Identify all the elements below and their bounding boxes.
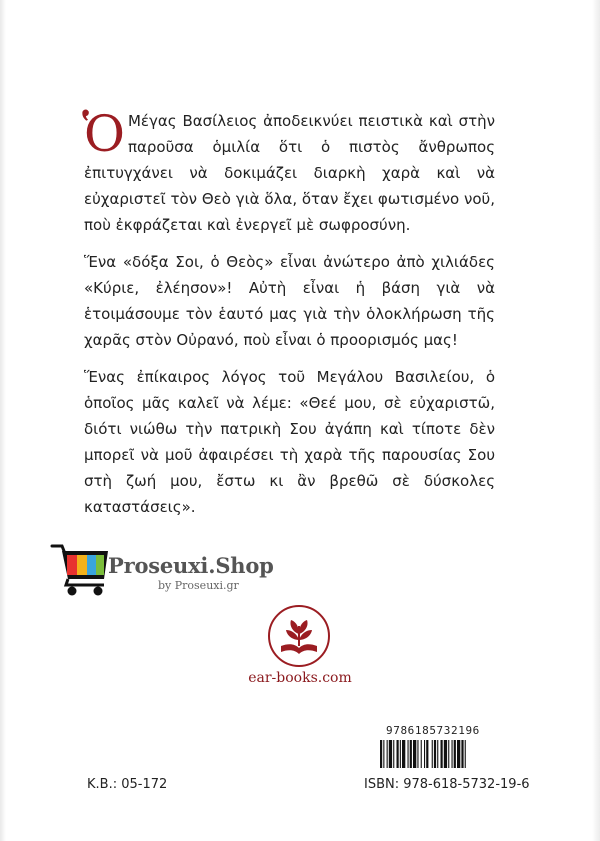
publisher-url: ear-books.com xyxy=(248,670,352,686)
barcode-number: 9786185732196 xyxy=(386,724,480,737)
barcode xyxy=(380,740,490,768)
page-edge-left xyxy=(0,0,6,841)
shopping-cart-icon xyxy=(50,541,112,599)
kb-code: Κ.Β.: 05-172 xyxy=(87,777,168,792)
paragraph-3: Ἕνας ἐπίκαιρος λόγος τοῦ Μεγάλου Βασιλείου, ὁ ὁποῖος μᾶς καλεῖ νὰ λέμε: «Θεέ μου, σὲ εὐχαριστῶ, διότι νιώθω τὴν πατρικὴ Σου ἀγάπη καὶ τίποτε δὲν μπορεῖ νὰ μοῦ ἀφαιρέσει τὴ χαρὰ τῆς παρουσίας Σου στὴ ζωή μου, ἔστω κι ἂν βρεθῶ σὲ δύσκολες καταστάσεις». xyxy=(84,368,495,516)
page-edge-right xyxy=(592,0,600,841)
paragraph-1 xyxy=(82,105,495,238)
book-tree-icon xyxy=(267,604,331,668)
proseuxi-shop-logo xyxy=(50,541,274,599)
shop-subtitle: by Proseuxi.gr xyxy=(158,579,239,592)
paragraph-1-text: Μέγας Βασίλειος ἀποδεικνύει πειστικὰ καὶ στὴν παροῦσα ὁμιλία ὅτι ὁ πιστὸς ἄνθρωπος ἐπιτυγχάνει νὰ δοκιμάζει διαρκὴ χαρὰ καὶ νὰ εὐχαριστεῖ τὸν Θεὸ γιὰ ὅλα, ὅταν ἔχει φωτισμένο νοῦ, ποὺ ἐκφράζεται καὶ ἐνεργεῖ μὲ σωφροσύνη. xyxy=(84,112,495,234)
isbn: ISBN: 978-618-5732-19-6 xyxy=(364,777,530,792)
shop-name: Proseuxi.Shop xyxy=(108,553,274,578)
dropcap: Ὁ xyxy=(82,105,125,163)
back-cover-text xyxy=(82,105,495,531)
paragraph-2: Ἕνα «δόξα Σοι, ὁ Θεὸς» εἶναι ἀνώτερο ἀπὸ χιλιάδες «Κύριε, ἐλέησον»! Αὐτὴ εἶναι ἡ βάση γιὰ νὰ ἑτοιμάσουμε τὸν ἑαυτό μας γιὰ τὴν ὁλοκλήρωση τῆς χαρᾶς στὸν Οὐρανό, ποὺ εἶναι ὁ προορισμός μας! xyxy=(84,253,495,349)
